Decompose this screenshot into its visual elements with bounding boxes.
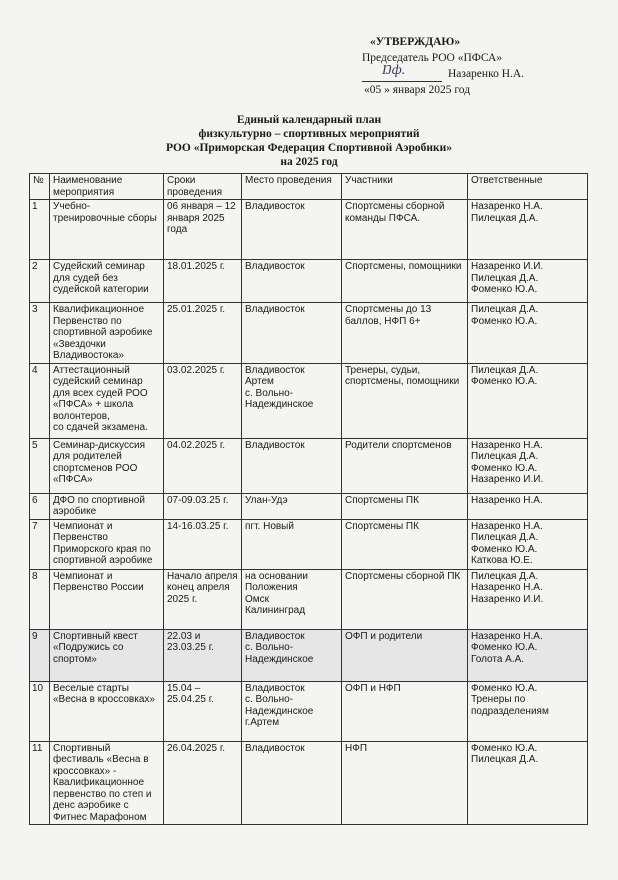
event-name: Веселые старты «Весна в кроссовках» [50, 681, 164, 741]
event-place: Владивосток Артем с. Вольно-Надеждинское [242, 363, 342, 438]
event-responsible: Пилецкая Д.А. Фоменко Ю.А. [468, 363, 588, 438]
event-participants: Спортсмены ПК [342, 493, 468, 519]
event-name: Квалификационное Первенство по спортивной аэробике «Звездочки Владивостока» [50, 303, 164, 364]
table-row [30, 363, 588, 438]
events-table [29, 173, 588, 825]
event-responsible: Назаренко Н.А. Пилецкая Д.А. [468, 200, 588, 260]
table-row [30, 741, 588, 825]
header-place: Место проведения [242, 174, 342, 200]
event-place: Владивосток [242, 260, 342, 303]
event-participants: ОФП и родители [342, 629, 468, 681]
event-place: Владивосток с. Вольно-Надеждинское [242, 629, 342, 681]
table-row [30, 681, 588, 741]
header-number: № [30, 174, 50, 200]
approval-block [362, 34, 562, 98]
event-name: Чемпионат и Первенство России [50, 569, 164, 629]
table-row [30, 438, 588, 493]
row-number: 3 [30, 303, 50, 364]
event-participants: Спортсмены до 13 баллов, НФП 6+ [342, 303, 468, 364]
table-row [30, 519, 588, 569]
approval-title: «УТВЕРЖДАЮ» [370, 36, 461, 48]
event-dates: 03.02.2025 г. [164, 363, 242, 438]
event-participants: Спортсмены ПК [342, 519, 468, 569]
event-place: на основании Положения Омск Калининград [242, 569, 342, 629]
header-participants: Участники [342, 174, 468, 200]
heading-line-1: Единый календарный план [236, 114, 382, 126]
event-place: Улан-Удэ [242, 493, 342, 519]
heading-line-3: РОО «Приморская Федерация Спортивной Аэробики» [165, 142, 452, 154]
event-dates: 18.01.2025 г. [164, 260, 242, 303]
event-dates: 06 января – 12 января 2025 года [164, 200, 242, 260]
event-place: Владивосток [242, 741, 342, 825]
row-number: 5 [30, 438, 50, 493]
event-responsible: Назаренко Н.А. Фоменко Ю.А. Голота А.А. [468, 629, 588, 681]
event-responsible: Фоменко Ю.А. Пилецкая Д.А. [468, 741, 588, 825]
document-heading [0, 113, 618, 169]
table-row [30, 260, 588, 303]
heading-line-2: физкультурно – спортивных мероприятий [198, 128, 420, 140]
event-place: Владивосток [242, 200, 342, 260]
event-responsible: Назаренко И.И. Пилецкая Д.А. Фоменко Ю.А. [468, 260, 588, 303]
event-dates: 04.02.2025 г. [164, 438, 242, 493]
event-participants: ОФП и НФП [342, 681, 468, 741]
event-participants: НФП [342, 741, 468, 825]
event-dates: 14-16.03.25 г. [164, 519, 242, 569]
table-row [30, 629, 588, 681]
row-number: 2 [30, 260, 50, 303]
event-place: пгт. Новый [242, 519, 342, 569]
row-number: 10 [30, 681, 50, 741]
event-dates: 25.01.2025 г. [164, 303, 242, 364]
event-dates: 07-09.03.25 г. [164, 493, 242, 519]
event-name: Судейский семинар для судей без судейской категории [50, 260, 164, 303]
heading-line-4: на 2025 год [280, 156, 338, 168]
row-number: 1 [30, 200, 50, 260]
header-dates: Сроки проведения [164, 174, 242, 200]
approval-position: Председатель РОО «ПФСА» [362, 52, 503, 64]
event-place: Владивосток [242, 303, 342, 364]
event-place: Владивосток [242, 438, 342, 493]
event-responsible: Назаренко Н.А. Пилецкая Д.А. Фоменко Ю.А. Каткова Ю.Е. [468, 519, 588, 569]
header-responsible: Ответственные [468, 174, 588, 200]
event-participants: Тренеры, судьи, спортсмены, помощники [342, 363, 468, 438]
event-name: Аттестационный судейский семинар для всех судей РОО «ПФСА» + школа волонтеров, со сдачей экзамена. [50, 363, 164, 438]
table-row [30, 303, 588, 364]
table-row [30, 200, 588, 260]
signature-line [362, 63, 562, 82]
event-participants: Спортсмены сборной команды ПФСА. [342, 200, 468, 260]
event-participants: Спортсмены сборной ПК [342, 569, 468, 629]
table-row [30, 493, 588, 519]
signature: Ŋф. [382, 63, 406, 78]
event-responsible: Назаренко Н.А. [468, 493, 588, 519]
event-dates: Начало апреля конец апреля 2025 г. [164, 569, 242, 629]
approval-date: «05 » января 2025 год [364, 84, 471, 96]
event-participants: Родители спортсменов [342, 438, 468, 493]
table-row [30, 569, 588, 629]
event-name: Семинар-дискуссия для родителей спортсменов РОО «ПФСА» [50, 438, 164, 493]
event-name: ДФО по спортивной аэробике [50, 493, 164, 519]
event-dates: 15.04 – 25.04.25 г. [164, 681, 242, 741]
row-number: 11 [30, 741, 50, 825]
table-header-row [30, 174, 588, 200]
row-number: 7 [30, 519, 50, 569]
event-responsible: Фоменко Ю.А. Тренеры по подразделениям [468, 681, 588, 741]
header-name: Наименование мероприятия [50, 174, 164, 200]
event-participants: Спортсмены, помощники [342, 260, 468, 303]
event-responsible: Пилецкая Д.А. Фоменко Ю.А. [468, 303, 588, 364]
event-dates: 22.03 и 23.03.25 г. [164, 629, 242, 681]
event-name: Учебно-тренировочные сборы [50, 200, 164, 260]
row-number: 9 [30, 629, 50, 681]
event-responsible: Назаренко Н.А. Пилецкая Д.А. Фоменко Ю.А. Назаренко И.И. [468, 438, 588, 493]
event-name: Спортивный квест «Подружись со спортом» [50, 629, 164, 681]
event-dates: 26.04.2025 г. [164, 741, 242, 825]
event-responsible: Пилецкая Д.А. Назаренко Н.А. Назаренко И.И. [468, 569, 588, 629]
event-place: Владивосток с. Вольно-Надеждинское г.Артем [242, 681, 342, 741]
event-name: Чемпионат и Первенство Приморского края по спортивной аэробике [50, 519, 164, 569]
row-number: 4 [30, 363, 50, 438]
event-name: Спортивный фестиваль «Весна в кроссовках» - Квалификационное первенство по степ и денс аэробике с Фитнес Марафоном [50, 741, 164, 825]
approval-name: Назаренко Н.А. [448, 68, 525, 80]
row-number: 6 [30, 493, 50, 519]
signature-underline [362, 63, 442, 82]
row-number: 8 [30, 569, 50, 629]
